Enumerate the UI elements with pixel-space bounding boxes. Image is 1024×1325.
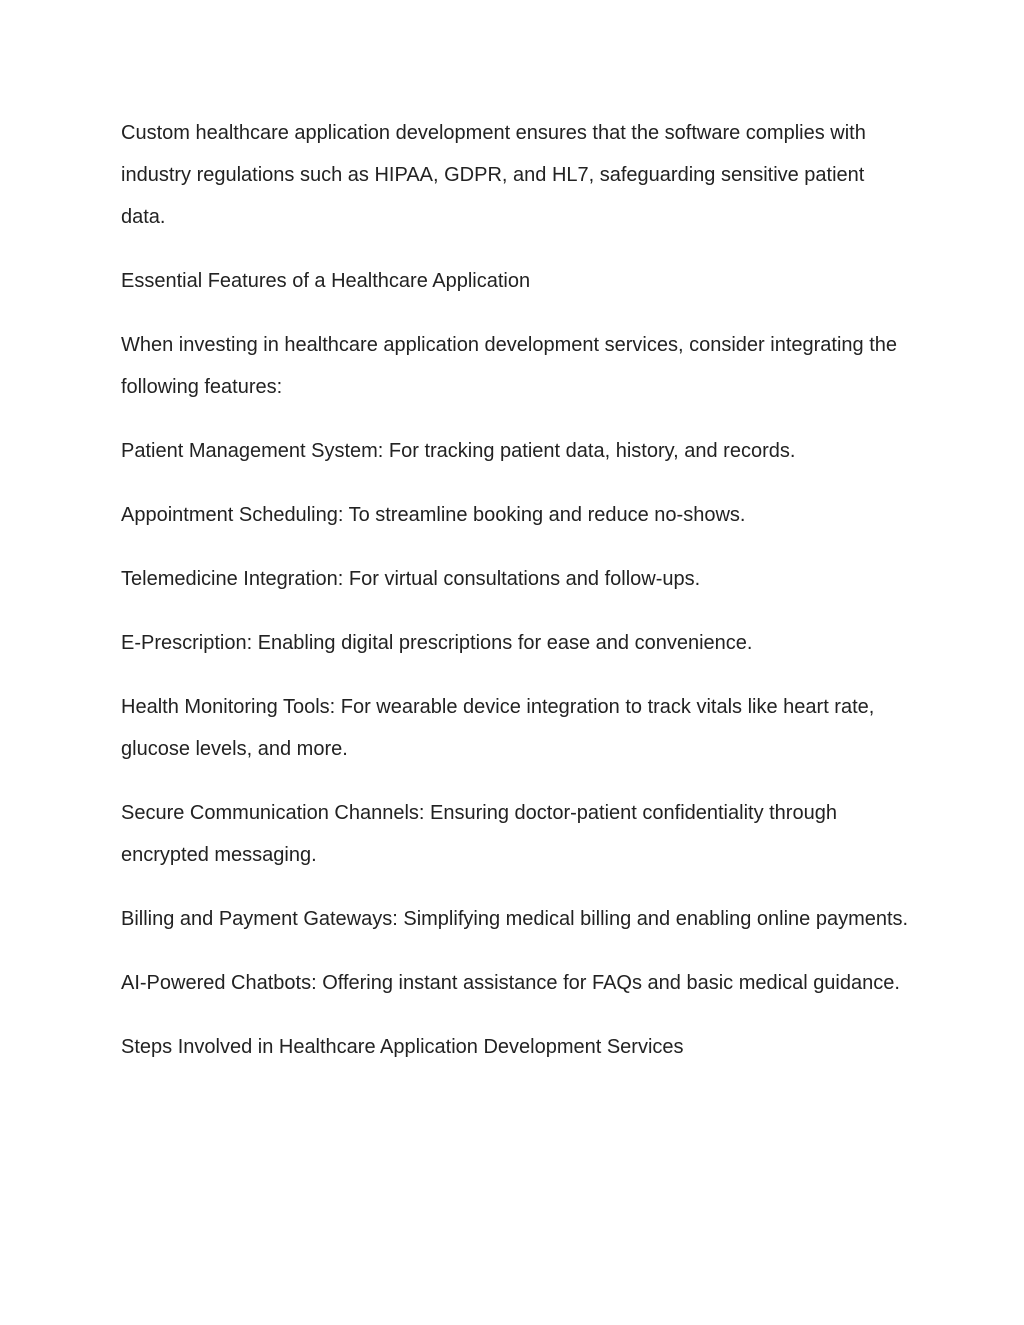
feature-item-secure-communication: Secure Communication Channels: Ensuring doctor-patient confidentiality through encrypted messaging. [121, 802, 837, 866]
feature-item-ai-chatbots: AI-Powered Chatbots: Offering instant assistance for FAQs and basic medical guidance. [121, 972, 900, 994]
feature-item-e-prescription: E-Prescription: Enabling digital prescriptions for ease and convenience. [121, 632, 753, 654]
document-body [121, 112, 911, 1090]
intro-paragraph: Custom healthcare application development ensures that the software complies with industry regulations such as HIPAA, GDPR, and HL7, safeguarding sensitive patient data. [121, 122, 866, 228]
section-heading-features: Essential Features of a Healthcare Application [121, 270, 531, 292]
feature-item-billing-payment: Billing and Payment Gateways: Simplifying medical billing and enabling online payments. [121, 908, 909, 930]
section-heading-steps: Steps Involved in Healthcare Application Development Services [121, 1036, 684, 1058]
feature-item-appointment-scheduling: Appointment Scheduling: To streamline booking and reduce no-shows. [121, 504, 746, 526]
features-intro-paragraph: When investing in healthcare application development services, consider integrating the following features: [121, 334, 898, 398]
feature-item-telemedicine: Telemedicine Integration: For virtual consultations and follow-ups. [121, 568, 701, 590]
feature-item-health-monitoring: Health Monitoring Tools: For wearable device integration to track vitals like heart rate, glucose levels, and more. [121, 696, 875, 760]
feature-item-patient-management: Patient Management System: For tracking patient data, history, and records. [121, 440, 796, 462]
